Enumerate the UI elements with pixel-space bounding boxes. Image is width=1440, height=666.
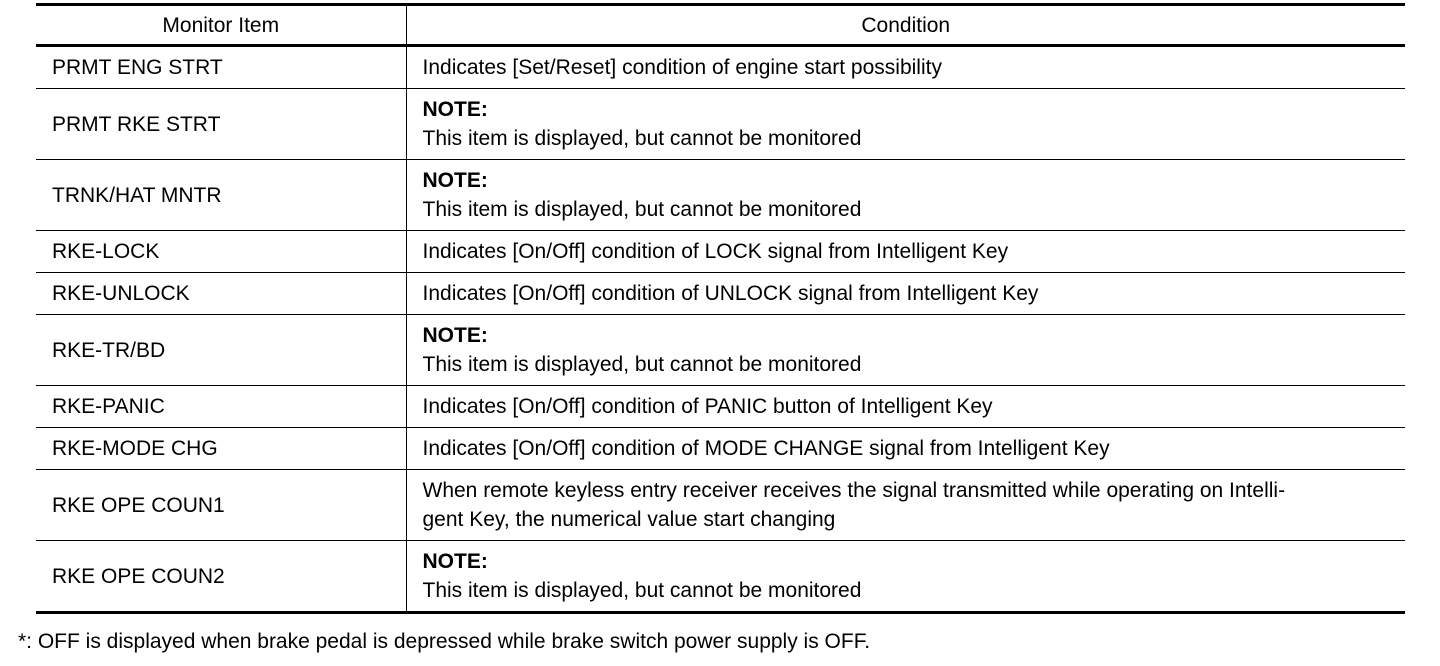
condition-cell [406,470,1405,541]
note-text: This item is displayed, but cannot be monitored [422,353,862,376]
monitor-item-cell: RKE-MODE CHG [36,428,406,470]
monitor-item-cell: RKE-PANIC [36,386,406,428]
note-text: This item is displayed, but cannot be monitored [422,198,862,221]
table-row [36,160,1405,231]
table-row [36,315,1405,386]
monitor-item-cell: RKE-LOCK [36,231,406,273]
condition-cell: Indicates [On/Off] condition of UNLOCK signal from Intelligent Key [406,273,1405,315]
condition-line-2: gent Key, the numerical value start changing [422,508,836,531]
condition-line-1: When remote keyless entry receiver receives the signal transmitted while operating on Intelli- [422,479,1286,502]
header-monitor-item: Monitor Item [36,5,406,46]
condition-cell [406,541,1405,613]
note-label: NOTE: [422,98,488,121]
condition-cell: Indicates [On/Off] condition of PANIC button of Intelligent Key [406,386,1405,428]
note-label: NOTE: [422,324,488,347]
monitor-item-cell: RKE OPE COUN1 [36,470,406,541]
condition-cell [406,89,1405,160]
monitor-item-cell: RKE-UNLOCK [36,273,406,315]
monitor-item-cell: TRNK/HAT MNTR [36,160,406,231]
table-row [36,46,1405,89]
table-header-row [36,5,1405,46]
condition-cell [406,160,1405,231]
condition-cell: Indicates [On/Off] condition of MODE CHANGE signal from Intelligent Key [406,428,1405,470]
condition-cell: Indicates [Set/Reset] condition of engine start possibility [406,46,1405,89]
note-label: NOTE: [422,550,488,573]
table-row [36,386,1405,428]
header-condition: Condition [406,5,1405,46]
monitor-item-table [36,3,1405,614]
table-row [36,89,1405,160]
table-row [36,428,1405,470]
monitor-item-cell: PRMT RKE STRT [36,89,406,160]
condition-cell [406,315,1405,386]
condition-cell: Indicates [On/Off] condition of LOCK signal from Intelligent Key [406,231,1405,273]
table-row [36,541,1405,613]
monitor-item-cell: RKE OPE COUN2 [36,541,406,613]
note-label: NOTE: [422,169,488,192]
monitor-item-cell: PRMT ENG STRT [36,46,406,89]
monitor-item-cell: RKE-TR/BD [36,315,406,386]
note-text: This item is displayed, but cannot be monitored [422,579,862,602]
table-row [36,470,1405,541]
table-row [36,231,1405,273]
footnote: *: OFF is displayed when brake pedal is depressed while brake switch power supply is OFF. [18,630,871,653]
table-row [36,273,1405,315]
note-text: This item is displayed, but cannot be monitored [422,127,862,150]
